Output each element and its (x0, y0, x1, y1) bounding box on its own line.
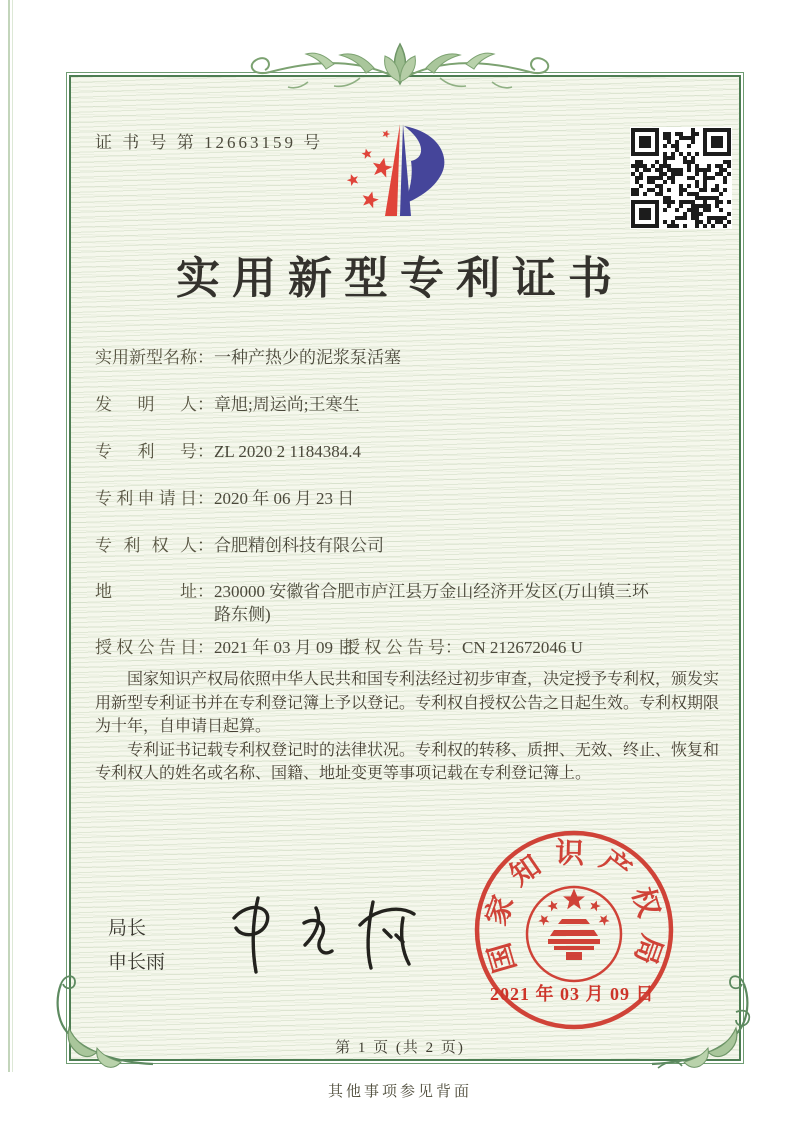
signer-title: 局长 (108, 918, 147, 939)
seal-agency-text: 国家知识产权局 (479, 837, 669, 981)
field-row-patentee (95, 534, 720, 557)
field-colon: ： (197, 489, 214, 508)
field-colon: ： (197, 638, 214, 657)
field-row-patent-number (95, 440, 720, 463)
field-label: 实用新型名称 (95, 348, 197, 367)
field-label: 专利申请日 (95, 489, 197, 508)
back-side-note: 其他事项参见背面 (327, 1084, 472, 1100)
field-value: 合肥精创科技有限公司 (214, 536, 384, 555)
certificate-title: 实用新型专利证书 (176, 254, 624, 303)
field-value: ZL 2020 2 1184384.4 (214, 442, 362, 461)
field-row-name (95, 346, 720, 369)
field-colon: ： (197, 442, 214, 461)
field-value: 2021 年 03 月 09 日 (214, 638, 355, 657)
scan-edge-line (8, 0, 10, 1072)
field-colon: ： (197, 348, 214, 367)
field-label: 授权公告号 (343, 638, 445, 657)
cnipa-logo-icon (340, 118, 464, 236)
seal-date: 2021 年 03 月 09 日 (490, 984, 655, 1004)
field-colon: ： (445, 638, 462, 657)
page-number: 第 1 页 (共 2 页) (335, 1040, 465, 1056)
signer-name: 申长雨 (108, 952, 166, 973)
field-value: 章旭;周运尚;王寒生 (214, 395, 360, 414)
field-label: 地址 (95, 582, 197, 601)
field-row-filing-date (95, 487, 720, 510)
field-grant-number (343, 636, 583, 659)
field-value: 2020 年 06 月 23 日 (214, 489, 355, 508)
signer-block (108, 912, 165, 980)
legal-paragraph-2: 专利证书记载专利权登记时的法律状况。专利权的转移、质押、无效、终止、恢复和专利权人的姓名或名称、国籍、地址变更等事项记载在专利登记簿上。 (95, 741, 720, 782)
certificate-number: 证 书 号 第 12663159 号 (95, 133, 324, 152)
qr-code-icon (630, 127, 732, 229)
field-row-address (95, 580, 720, 626)
field-label: 专利权人 (95, 536, 197, 555)
field-colon: ： (197, 582, 214, 601)
legal-text (95, 668, 719, 786)
floral-ornament-top-icon (230, 22, 570, 98)
field-label: 授权公告日 (95, 638, 197, 657)
field-value: CN 212672046 U (462, 638, 583, 657)
field-label: 专利号 (95, 442, 197, 461)
field-value: 230000 安徽省合肥市庐江县万金山经济开发区(万山镇三环路东侧) (214, 582, 649, 624)
legal-paragraph-1: 国家知识产权局依照中华人民共和国专利法经过初步审查，决定授予专利权，颁发实用新型专利证书并在专利登记簿上予以登记。专利权自授权公告之日起生效。专利权期限为十年，自申请日起算。 (95, 671, 720, 735)
field-value: 一种产热少的泥浆泵活塞 (214, 348, 401, 367)
field-label: 发明人 (95, 395, 197, 414)
floral-ornament-bottom-left-icon (42, 968, 157, 1083)
field-row-grant (95, 636, 720, 659)
field-colon: ： (197, 536, 214, 555)
scan-edge-line-2 (12, 0, 13, 1072)
field-row-inventors (95, 393, 720, 416)
handwritten-signature-icon (212, 878, 442, 990)
field-colon: ： (197, 395, 214, 414)
